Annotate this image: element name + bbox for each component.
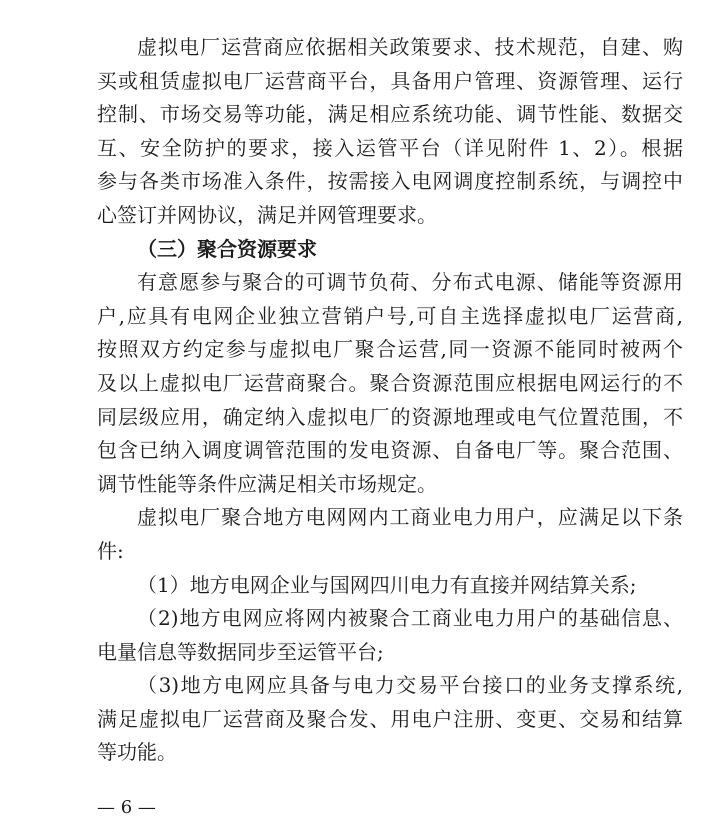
condition-item-3 [97,669,683,770]
condition-line: （1）地方电网企业与国网四川电力有直接并网结算关系; [137,572,637,597]
paragraph-line: 虚拟电厂运营商应依据相关政策要求、技术规范，自建、购 [137,35,683,59]
paragraph-line: 心签订并网协议，满足并网管理要求。 [97,202,437,227]
paragraph-line: 互、安全防护的要求，接入运管平台（详见附件 1、2）。根据 [97,135,683,160]
aggregation-paragraph [97,266,683,501]
section-heading: （三）聚合资源要求 [137,236,317,261]
condition-item-2 [97,602,683,669]
condition-line: 等功能。 [97,740,177,765]
paragraph-line: 控制、市场交易等功能，满足相应系统功能、调节性能、数据交 [97,102,683,127]
document-body [97,31,683,770]
paragraph-line: 及以上虚拟电厂运营商聚合。聚合资源范围应根据电网运行的不 [97,370,683,395]
condition-line: （2)地方电网应将网内被聚合工商业电力用户的基础信息、 [137,606,683,631]
paragraph-line: 同层级应用，确定纳入虚拟电厂的资源地理或电气位置范围，不 [97,404,683,429]
condition-line: 电量信息等数据同步至运管平台; [97,639,384,664]
paragraph-line: 虚拟电厂聚合地方电网网内工商业电力用户，应满足以下条 [137,505,683,530]
condition-item-1 [97,569,683,603]
paragraph-line: 件: [97,538,124,563]
paragraph-line: 调节性能等条件应满足相关市场规定。 [97,471,437,496]
condition-line: 满足虚拟电厂运营商及聚合发、用电户注册、变更、交易和结算 [97,706,683,731]
condition-line: （3)地方电网应具备与电力交易平台接口的业务支撑系统, [137,673,683,698]
paragraph-line: 按照双方约定参与虚拟电厂聚合运营,同一资源不能同时被两个 [97,337,683,362]
paragraph-line: 户,应具有电网企业独立营销户号,可自主选择虚拟电厂运营商, [97,303,683,328]
paragraph-line: 买或租赁虚拟电厂运营商平台，具备用户管理、资源管理、运行 [97,68,683,93]
paragraph-line: 包含已纳入调度调管范围的发电资源、自备电厂等。聚合范围、 [97,438,683,463]
paragraph-line: 有意愿参与聚合的可调节负荷、分布式电源、储能等资源用 [137,270,683,295]
local-grid-paragraph [97,501,683,568]
page-number: — 6 — [97,797,156,818]
intro-paragraph [97,31,683,233]
paragraph-line: 参与各类市场准入条件，按需接入电网调度控制系统，与调控中 [97,169,683,194]
